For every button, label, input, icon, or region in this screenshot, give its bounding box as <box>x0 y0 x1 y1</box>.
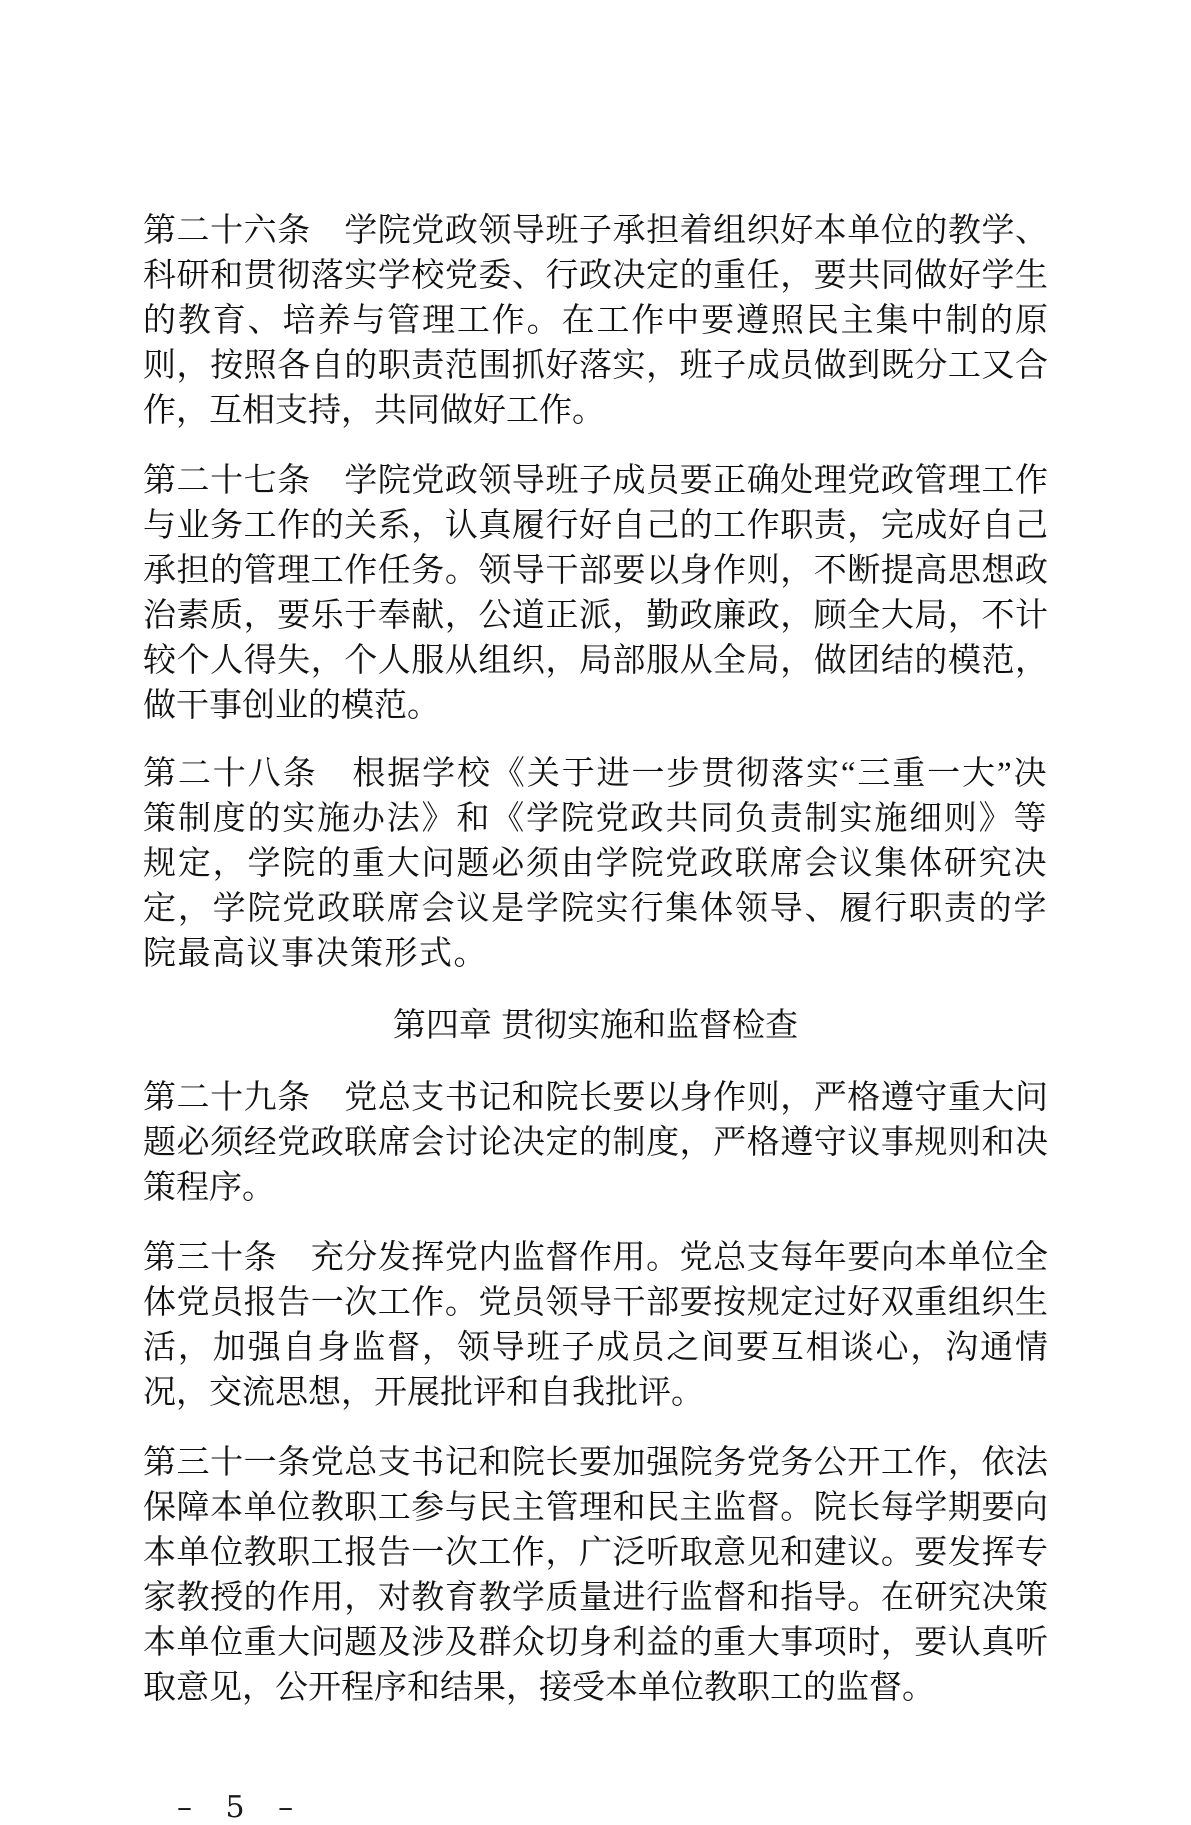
chapter-4-heading: 第四章 贯彻实施和监督检查 <box>392 1006 799 1043</box>
article-30-paragraph: 第三十条 充分发挥党内监督作用。党总支每年要向本单位全体党员报告一次工作。党员领导干部要按规定过好双重组织生活，加强自身监督，领导班子成员之间要互相谈心，沟通情况，交流思想，开展批评和自我批评。 <box>143 1238 1048 1410</box>
article-28-paragraph: 第二十八条 根据学校《关于进一步贯彻落实“三重一大”决策制度的实施办法》和《学院党政共同负责制实施细则》等规定，学院的重大问题必须由学院党政联席会议集体研究决定，学院党政联席会议是学院实行集体领导、履行职责的学院最高议事决策形式。 <box>143 756 1048 972</box>
article-31-paragraph: 第三十一条党总支书记和院长要加强院务党务公开工作，依法保障本单位教职工参与民主管理和民主监督。院长每学期要向本单位教职工报告一次工作，广泛听取意见和建议。要发挥专家教授的作用，对教育教学质量进行监督和指导。在研究决策本单位重大问题及涉及群众切身利益的重大事项时，要认真听取意见，公开程序和结果，接受本单位教职工的监督。 <box>143 1443 1048 1705</box>
page-number: – 5 – <box>177 1790 306 1825</box>
article-29-paragraph: 第二十九条 党总支书记和院长要以身作则，严格遵守重大问题必须经党政联席会讨论决定的制度，严格遵守议事规则和决策程序。 <box>143 1078 1048 1205</box>
article-27-paragraph: 第二十七条 学院党政领导班子成员要正确处理党政管理工作与业务工作的关系，认真履行好自己的工作职责，完成好自己承担的管理工作任务。领导干部要以身作则，不断提高思想政治素质，要乐于奉献，公道正派，勤政廉政，顾全大局，不计较个人得失，个人服从组织，局部服从全局，做团结的模范，做干事创业的模范。 <box>143 461 1048 723</box>
article-26-paragraph: 第二十六条 学院党政领导班子承担着组织好本单位的教学、科研和贯彻落实学校党委、行政决定的重任，要共同做好学生的教育、培养与管理工作。在工作中要遵照民主集中制的原则，按照各自的职责范围抓好落实，班子成员做到既分工又合作，互相支持，共同做好工作。 <box>143 211 1048 428</box>
